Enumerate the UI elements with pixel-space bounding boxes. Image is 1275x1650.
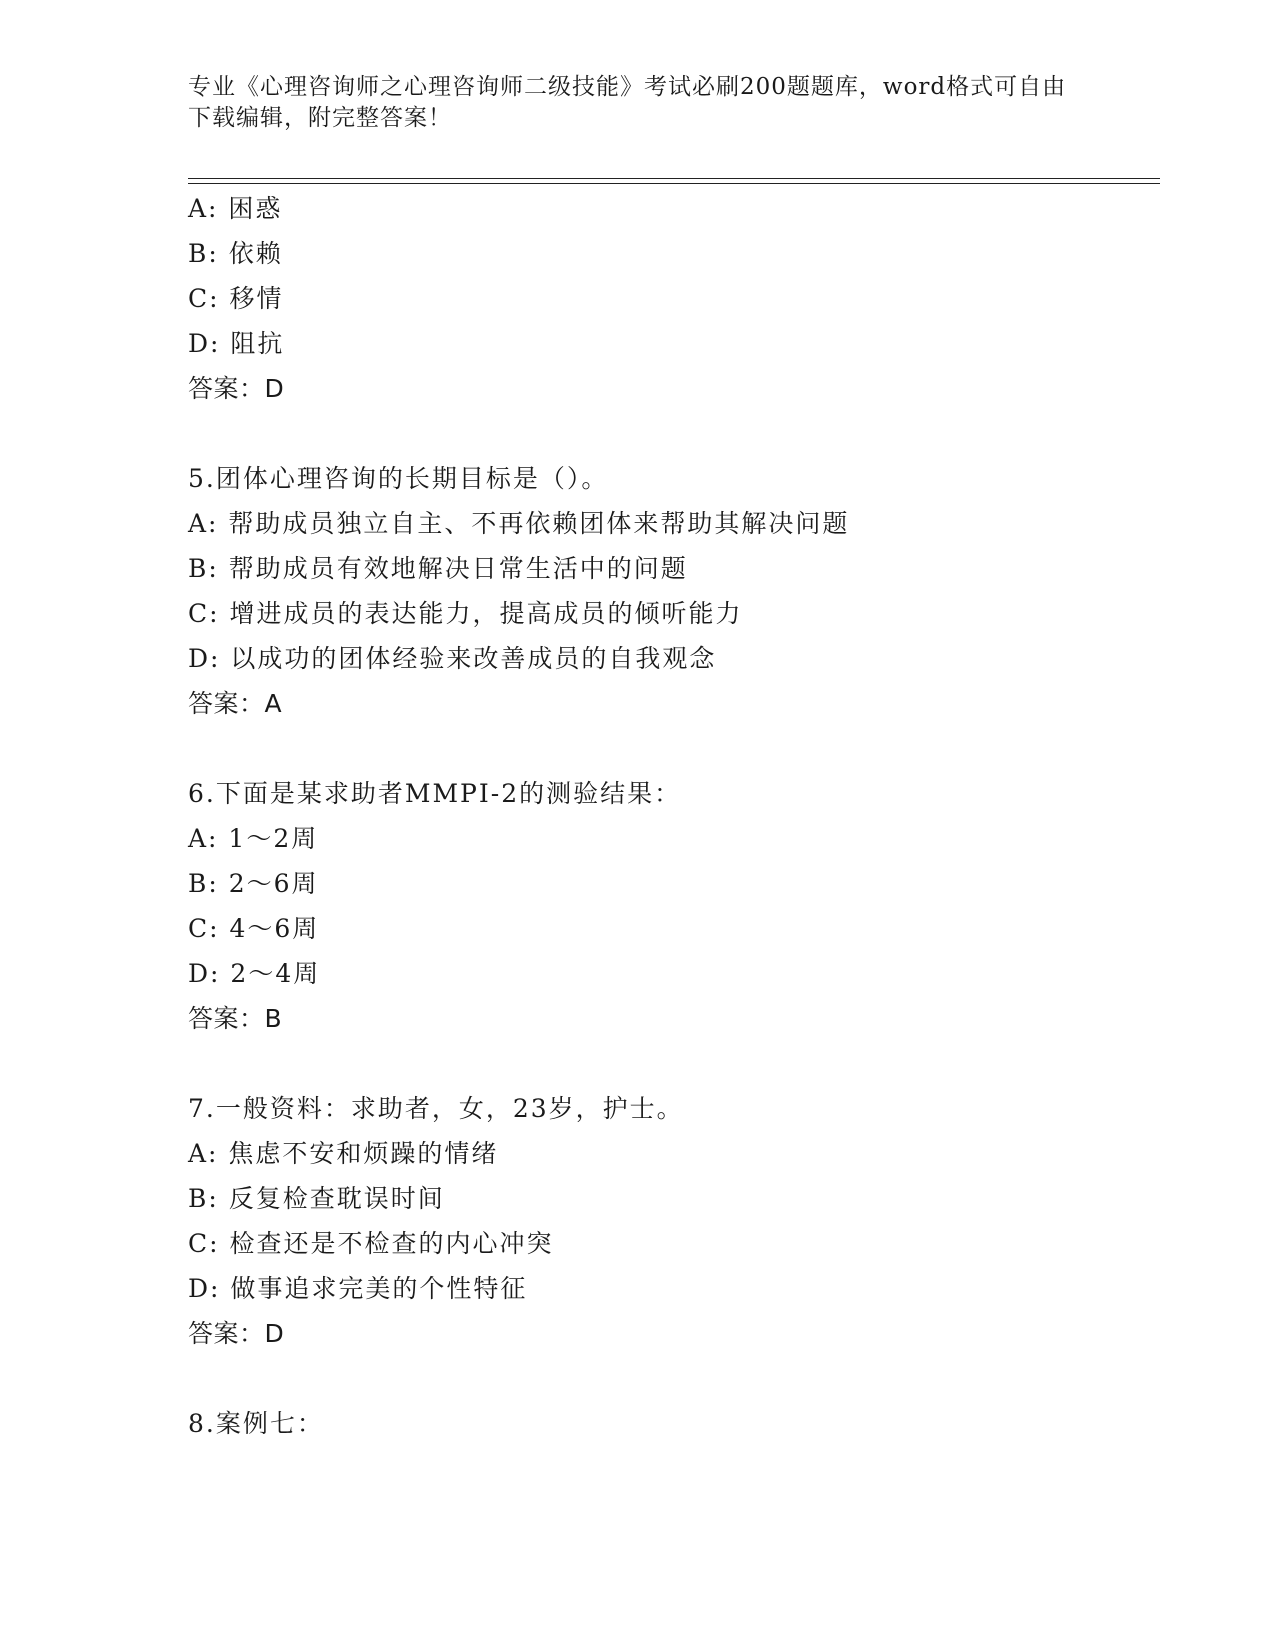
option-c: C: 移情: [188, 284, 284, 313]
option-d: D: 做事追求完美的个性特征: [188, 1274, 528, 1303]
header-divider-top: [188, 178, 1160, 179]
question-6-text: 6.下面是某求助者MMPI-2的测验结果：: [188, 779, 682, 808]
option-c: C: 4～6周: [188, 914, 320, 943]
header-divider-bottom: [188, 183, 1160, 184]
option-b: B: 反复检查耽误时间: [188, 1184, 445, 1213]
option-d: D: 2～4周: [188, 959, 321, 988]
answer-label: 答案：D: [188, 1319, 285, 1348]
option-a: A: 焦虑不安和烦躁的情绪: [188, 1139, 499, 1168]
option-d: D: 阻抗: [188, 329, 285, 358]
option-d: D: 以成功的团体经验来改善成员的自我观念: [188, 644, 717, 673]
question-5-text: 5.团体心理咨询的长期目标是（）。: [188, 464, 609, 493]
answer-label: 答案：B: [188, 1004, 283, 1033]
answer-label: 答案：A: [188, 689, 283, 718]
option-b: B: 2～6周: [188, 869, 319, 898]
option-a: A: 帮助成员独立自主、不再依赖团体来帮助其解决问题: [188, 509, 850, 538]
question-7-text: 7.一般资料：求助者，女，23岁，护士。: [188, 1094, 684, 1123]
option-c: C: 检查还是不检查的内心冲突: [188, 1229, 554, 1258]
option-a: A: 1～2周: [188, 824, 319, 853]
answer-label: 答案：D: [188, 374, 285, 403]
option-b: B: 依赖: [188, 239, 283, 268]
question-8-text: 8.案例七：: [188, 1409, 324, 1438]
document-header: 专业《心理咨询师之心理咨询师二级技能》考试必刷200题题库，word格式可自由下载编辑，附完整答案！: [188, 74, 1067, 131]
option-b: B: 帮助成员有效地解决日常生活中的问题: [188, 554, 688, 583]
option-c: C: 增进成员的表达能力，提高成员的倾听能力: [188, 599, 743, 628]
option-a: A: 困惑: [188, 194, 283, 223]
